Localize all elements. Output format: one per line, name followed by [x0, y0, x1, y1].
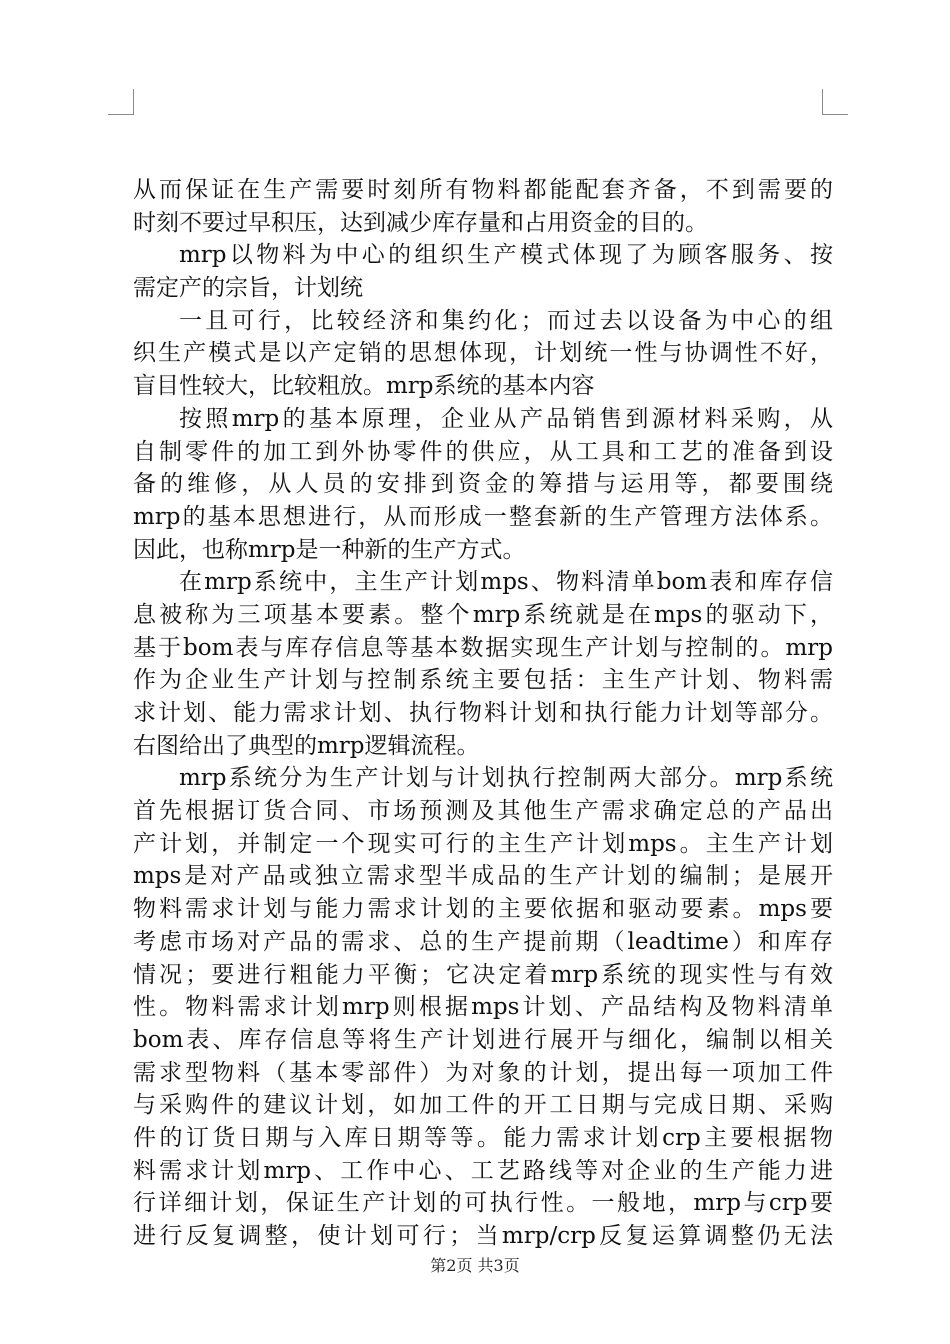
- text-line: 行详细计划，保证生产计划的可执行性。一般地，mrp与crp要: [133, 1190, 833, 1217]
- text-line: 性。物料需求计划mrp则根据mps计划、产品结构及物料清单: [133, 994, 833, 1021]
- text-line: 一且可行，比较经济和集约化；而过去以设备为中心的组: [179, 307, 833, 334]
- text-line: 进行反复调整，使计划可行；当mrp/crp反复运算调整仍无法: [133, 1223, 833, 1249]
- text-line: 考虑市场对产品的需求、总的生产提前期（leadtime）和库存: [133, 928, 833, 955]
- text-line: 从而保证在生产需要时刻所有物料都能配套齐备，不到需要的: [133, 177, 833, 203]
- text-line: 右图给出了典型的mrp逻辑流程。: [133, 732, 480, 759]
- text-line: 基于bom表与库存信息等基本数据实现生产计划与控制的。mrp: [133, 634, 833, 661]
- text-line: 料需求计划mrp、工作中心、工艺路线等对企业的生产能力进: [133, 1157, 833, 1184]
- text-line: 在mrp系统中，主生产计划mps、物料清单bom表和库存信: [179, 569, 833, 596]
- text-line: 与采购件的建议计划，如加工件的开工日期与完成日期、采购: [133, 1092, 833, 1119]
- page-footer: 第2页 共3页: [430, 1256, 520, 1275]
- text-line: 备的维修，从人员的安排到资金的筹措与运用等，都要围绕: [133, 471, 833, 498]
- text-line: 物料需求计划与能力需求计划的主要依据和驱动要素。mps要: [133, 896, 833, 923]
- text-line: mrp以物料为中心的组织生产模式体现了为顾客服务、按: [179, 242, 833, 269]
- text-line: 息被称为三项基本要素。整个mrp系统就是在mps的驱动下，: [133, 601, 833, 628]
- text-line: 作为企业生产计划与控制系统主要包括：主生产计划、物料需: [133, 667, 833, 694]
- text-line: 需求型物料（基本零部件）为对象的计划，提出每一项加工件: [133, 1059, 833, 1086]
- text-line: 因此，也称mrp是一种新的生产方式。: [133, 536, 526, 563]
- text-line: 自制零件的加工到外协零件的供应，从工具和工艺的准备到设: [133, 438, 833, 465]
- text-line: 织生产模式是以产定销的思想体现，计划统一性与协调性不好，: [133, 340, 833, 367]
- text-line: 首先根据订货合同、市场预测及其他生产需求确定总的产品出: [133, 798, 833, 825]
- text-line: 件的订货日期与入库日期等等。能力需求计划crp主要根据物: [133, 1124, 833, 1151]
- text-line: mrp系统分为生产计划与计划执行控制两大部分。mrp系统: [179, 765, 833, 792]
- text-line: 时刻不要过早积压，达到减少库存量和占用资金的目的。: [133, 209, 708, 236]
- text-line: 按照mrp的基本原理，企业从产品销售到源材料采购，从: [179, 405, 833, 432]
- text-line: 情况；要进行粗能力平衡；它决定着mrp系统的现实性与有效: [133, 961, 833, 988]
- text-line: mps是对产品或独立需求型半成品的生产计划的编制；是展开: [133, 863, 833, 890]
- body-text: [133, 174, 833, 1253]
- text-line: 产计划，并制定一个现实可行的主生产计划mps。主生产计划: [133, 830, 833, 857]
- text-line: bom表、库存信息等将生产计划进行展开与细化，编制以相关: [133, 1026, 833, 1053]
- text-line: 需定产的宗旨，计划统: [133, 275, 363, 302]
- crop-mark-top-right: [822, 89, 848, 115]
- text-line: mrp的基本思想进行，从而形成一整套新的生产管理方法体系。: [133, 503, 833, 530]
- text-line: 求计划、能力需求计划、执行物料计划和执行能力计划等部分。: [133, 700, 833, 726]
- text-line: 盲目性较大，比较粗放。mrp系统的基本内容: [133, 373, 595, 400]
- crop-mark-top-left: [108, 89, 134, 115]
